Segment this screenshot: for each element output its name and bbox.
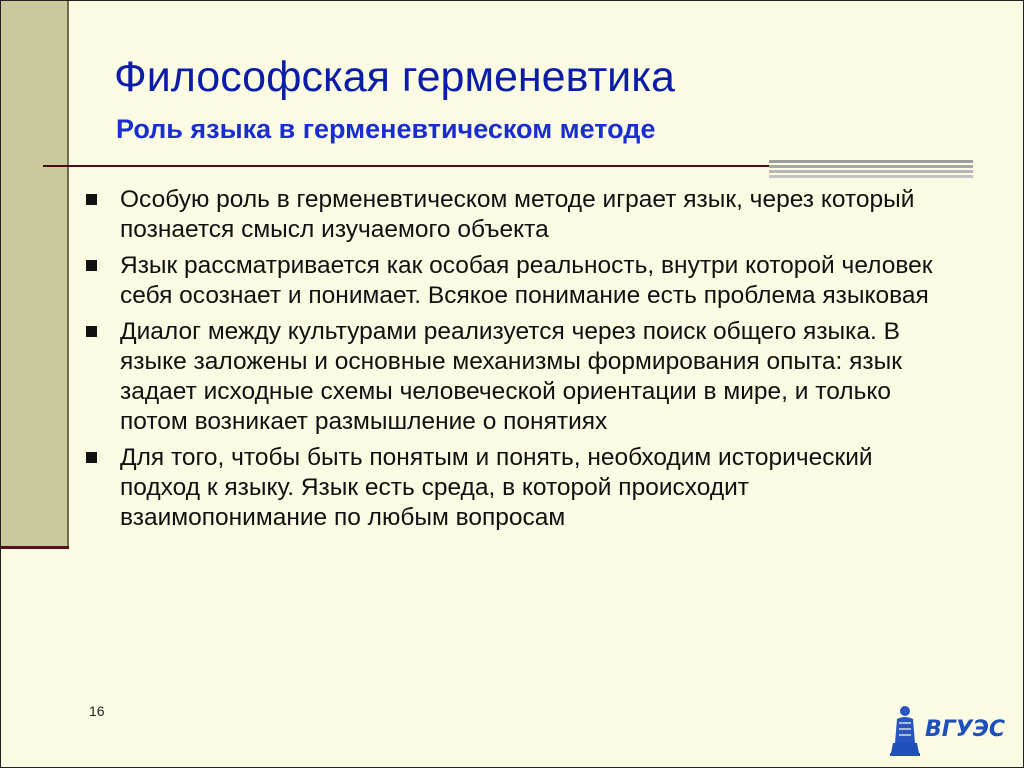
bullet-text: Язык рассматривается как особая реальность, внутри которой человек себя осознает и понимает. Всякое понимание есть проблема языковая bbox=[120, 252, 933, 309]
square-bullet-icon bbox=[86, 452, 97, 463]
bullet-item bbox=[83, 251, 943, 311]
bullet-item bbox=[83, 185, 943, 245]
bullet-text: Особую роль в герменевтическом методе играет язык, через который познается смысл изучаемого объекта bbox=[120, 186, 915, 243]
bullet-text: Диалог между культурами реализуется через поиск общего языка. В языке заложены и основные механизмы формирования опыта: язык задает исходные схемы человеческой ориентации в мире, и только потом возникает размышление о понятиях bbox=[120, 318, 902, 435]
title-divider-accent bbox=[769, 160, 973, 178]
logo-text: ВГУЭС bbox=[925, 717, 1006, 742]
square-bullet-icon bbox=[86, 260, 97, 271]
side-decor-edge bbox=[67, 1, 69, 546]
square-bullet-icon bbox=[86, 326, 97, 337]
side-decor-foot-line bbox=[1, 546, 69, 549]
university-logo-icon bbox=[887, 703, 923, 757]
bullet-text: Для того, чтобы быть понятым и понять, необходим исторический подход к языку. Язык есть среда, в которой происходит взаимопонимание по любым вопросам bbox=[120, 444, 873, 531]
bullet-item bbox=[83, 443, 943, 533]
university-logo bbox=[887, 703, 1007, 757]
bullet-list bbox=[83, 185, 943, 539]
slide-title: Философская герменевтика bbox=[114, 53, 675, 101]
page-number: 16 bbox=[89, 703, 105, 719]
square-bullet-icon bbox=[86, 194, 97, 205]
bullet-item bbox=[83, 317, 943, 437]
slide-subtitle: Роль языка в герменевтическом методе bbox=[116, 114, 656, 144]
side-decor-band bbox=[1, 1, 67, 546]
